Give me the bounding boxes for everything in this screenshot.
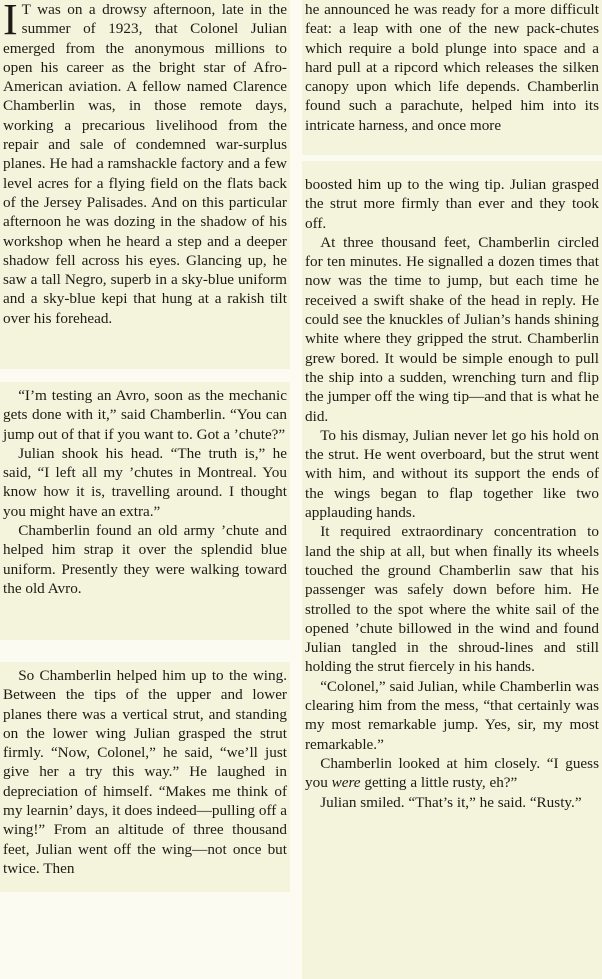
paragraph: At three thousand feet, Chamberlin circled for ten minutes. He signalled a dozen times that now was the time to jump, but each time he received a swift shake of the head in reply. He could see the knuckles of Julian’s hands shining white where they gripped the strut. Chamberlin grew bored. It would be simple enough to pull the ship into a sudden, wrenching turn and flip the jumper off the wing tip—and that is what he did. xyxy=(305,233,599,425)
paragraph: To his dismay, Julian never let go his hold on the strut. He went overboard, but the strut went with him, and without its support the ends of the wings began to flap together like two applauding hands. xyxy=(305,426,599,522)
paragraph: Julian shook his head. “The truth is,” he said, “I left all my ’chutes in Montreal. You know how it is, travelling around. I thought you might have an extra.” xyxy=(3,444,287,520)
paragraph: It required extraordinary concentration to land the ship at all, but when finally its wheels touched the ground Chamberlin saw that his passenger was safely down before him. He strolled to the spot where the white sail of the opened ’chute billowed in the wind and found Julian tangled in the shroud-lines and still holding the strut fiercely in his hands. xyxy=(305,523,599,676)
paragraph: he announced he was ready for a more difficult feat: a leap with one of the new pack-chutes which require a bold plunge into space and a hard pull at a ripcord which releases the silken canopy upon which life depends. Chamberlin found such a parachute, helped him into its intricate harness, and once more xyxy=(305,1,599,134)
drop-cap: I xyxy=(3,0,18,44)
text-block-opening xyxy=(0,0,290,369)
paragraph xyxy=(3,0,287,328)
paragraph-text: getting a little rusty, eh?” xyxy=(360,774,518,792)
paragraph: So Chamberlin helped him up to the wing. Between the tips of the upper and lower planes there was a vertical strut, and standing on the lower wing Julian grasped the strut firmly. “Now, Colonel,” he said, “we’ll just give her a try this way.” He laughed in depreciation of himself. “Makes me think of my learnin’ days, it does indeed—pulling off a wing!” From an altitude of three thousand feet, Julian went off the wing—not once but twice. Then xyxy=(3,667,287,877)
text-block-wing xyxy=(0,662,290,892)
paragraph: “Colonel,” said Julian, while Chamberlin was clearing him from the mess, “that certainly was my most remarkable jump. Yes, sir, my most remarkable.” xyxy=(305,677,599,753)
paragraph: “I’m testing an Avro, soon as the mechanic gets done with it,” said Chamberlin. “You can jump out of that if you want to. Got a ’chute?” xyxy=(3,387,287,443)
paragraph-text: T was on a drowsy afternoon, late in the summer of 1923, that Colonel Julian emerged from the anonymous millions to open his career as the bright star of Afro-American aviation. A fellow named Clarence Chamberlin was, in those remote days, working a precarious livelihood from the repair and sale of condemned war-surplus planes. He had a ramshackle factory and a few level acres for a flying field on the flats back of the Jersey Palisades. And on this particular afternoon he was dozing in the shadow of his workshop when he heard a step and a deeper shadow fell across his eyes. Glancing up, he saw a tall Negro, superb in a sky-blue uniform and a sky-blue kepi that hung at a rakish tilt over his forehead. xyxy=(3,1,287,327)
text-block-ending xyxy=(302,161,602,979)
paragraph xyxy=(305,754,599,793)
text-block-continued xyxy=(302,0,602,155)
paragraph: Chamberlin found an old army ’chute and helped him strap it over the splendid blue uniform. Presently they were walking toward the old Avro. xyxy=(3,522,287,597)
paragraph: Julian smiled. “That’s it,” he said. “Rusty.” xyxy=(320,793,582,811)
paragraph: boosted him up to the wing tip. Julian grasped the strut more firmly than ever and they took off. xyxy=(305,176,599,232)
text-block-dialogue xyxy=(0,382,290,640)
paragraph-text: Chamberlin looked at him closely. “I guess you xyxy=(305,754,599,792)
emphasis-text: were xyxy=(331,774,361,792)
